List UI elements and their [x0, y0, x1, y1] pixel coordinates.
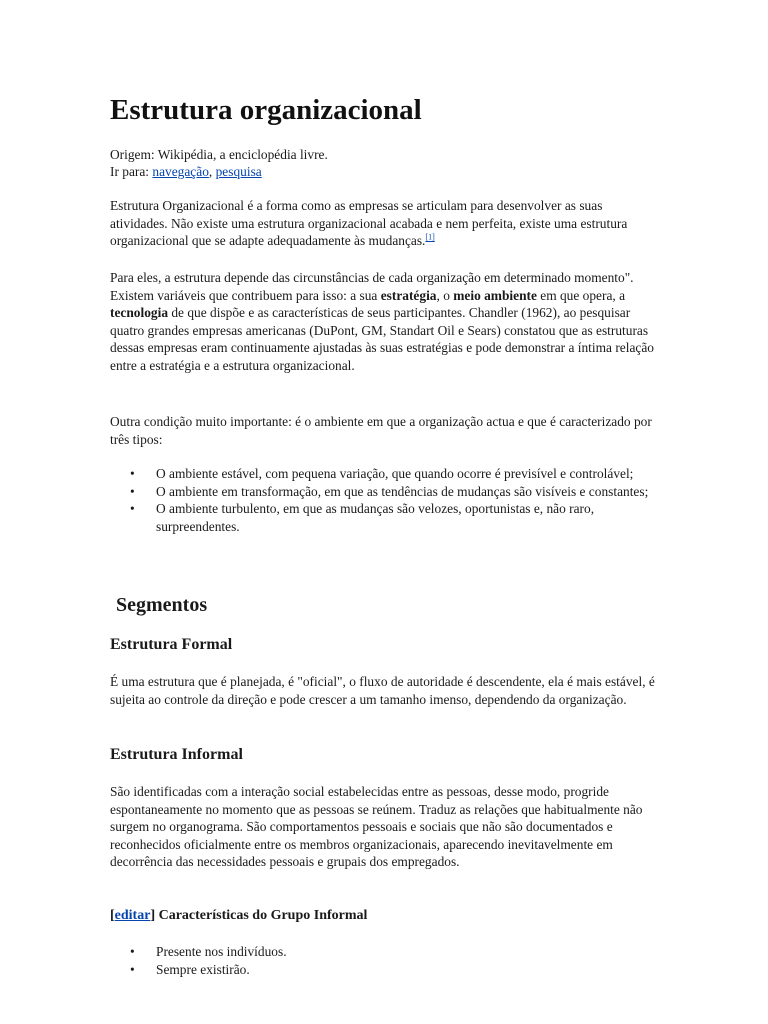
- goto-label: Ir para:: [110, 164, 150, 179]
- navigation-link[interactable]: navegação: [152, 164, 209, 179]
- list-item: [110, 500, 658, 535]
- environment-list: [110, 465, 658, 535]
- origin-line: Origem: Wikipédia, a enciclopédia livre.: [110, 147, 328, 162]
- subheading-grupo-informal: [110, 906, 367, 926]
- strategy-text-e: de que dispõe e as características de seus participantes. Chandler (1962), ao pesquisar quatro grandes empresas americanas (DuPont, GM, Standart Oil e Sears) constatou que as estruturas dessas empresas eram continuamente ajustadas às suas estratégias e pode demonstrar a íntima relação entre a estratégia e a estrutura organizacional.: [110, 305, 654, 373]
- page-title: Estrutura organizacional: [110, 94, 422, 126]
- bracket-open: [: [110, 908, 115, 923]
- list-item-text: O ambiente estável, com pequena variação, que quando ocorre é previsível e controlável;: [156, 466, 634, 481]
- subheading-formal: Estrutura Formal: [110, 636, 233, 653]
- strategy-paragraph: [110, 269, 658, 375]
- list-item-text: Sempre existirão.: [156, 961, 250, 977]
- bracket-close: ]: [150, 908, 156, 923]
- bullet: •: [130, 466, 135, 481]
- goto-line: [110, 163, 658, 180]
- grupo-heading-text: Características do Grupo Informal: [155, 908, 368, 923]
- environment-paragraph: Outra condição muito importante: é o ambiente em que a organização actua e que é caracterizado por três tipos:: [110, 414, 652, 447]
- edit-link[interactable]: editar: [114, 908, 151, 923]
- bullet: •: [130, 501, 135, 517]
- informal-paragraph: São identificadas com a interação social estabelecidas entre as pessoas, desse modo, progride espontaneamente no momento que as pessoas se reúnem. Traduz as relações que habitualmente não surgem no organograma. São comportamentos pessoais e sociais que não são documentados e reconhecidos oficialmente entre os membros organizacionais, aparecendo inevitavelmente em decorrência das necessidades pessoais e grupais dos empregados.: [110, 784, 643, 870]
- strategy-text-a: Para eles, a estrutura depende das circunstâncias de cada organização em determinado momento". Existem variáveis que contribuem para isso: a sua: [110, 270, 634, 303]
- intro-text: Estrutura Organizacional é a forma como as empresas se articulam para desenvolver as suas atividades. Não existe uma estrutura organizacional acabada e nem perfeita, existe uma estrutura organizacional que se adapte adequadamente às mudanças.: [110, 198, 628, 249]
- formal-paragraph: É uma estrutura que é planejada, é "oficial", o fluxo de autoridade é descendente, ela é mais estável, é sujeita ao controle da direção e pode crescer a um tamanho imenso, dependendo da organização.: [110, 674, 655, 707]
- section-heading-segmentos: Segmentos: [116, 594, 208, 616]
- strategy-text-c: , o: [436, 287, 454, 303]
- technology-bold-term: tecnologia: [110, 305, 169, 321]
- subheading-informal: Estrutura Informal: [110, 746, 243, 763]
- reference-link[interactable]: [1]: [425, 232, 435, 242]
- list-item: [110, 483, 658, 501]
- bullet: •: [130, 961, 135, 977]
- article-meta: [110, 146, 658, 180]
- list-item-text: O ambiente turbulento, em que as mudanças são velozes, oportunistas e, não raro, surpreendentes.: [156, 501, 595, 534]
- link-separator: ,: [208, 164, 213, 179]
- bullet: •: [130, 483, 135, 499]
- bullet: •: [130, 944, 135, 959]
- intro-paragraph: [110, 197, 658, 250]
- strategy-text-d: em que opera, a: [536, 287, 626, 303]
- list-item: [110, 465, 658, 483]
- search-link[interactable]: pesquisa: [215, 164, 262, 179]
- strategy-bold-term: estratégia: [380, 287, 437, 303]
- list-item: [110, 943, 658, 961]
- list-item-text: O ambiente em transformação, em que as tendências de mudanças são visíveis e constantes;: [156, 483, 649, 499]
- environment-bold-term: meio ambiente: [453, 287, 537, 303]
- grupo-list: [110, 943, 658, 978]
- list-item-text: Presente nos indivíduos.: [156, 944, 287, 959]
- list-item: [110, 961, 658, 979]
